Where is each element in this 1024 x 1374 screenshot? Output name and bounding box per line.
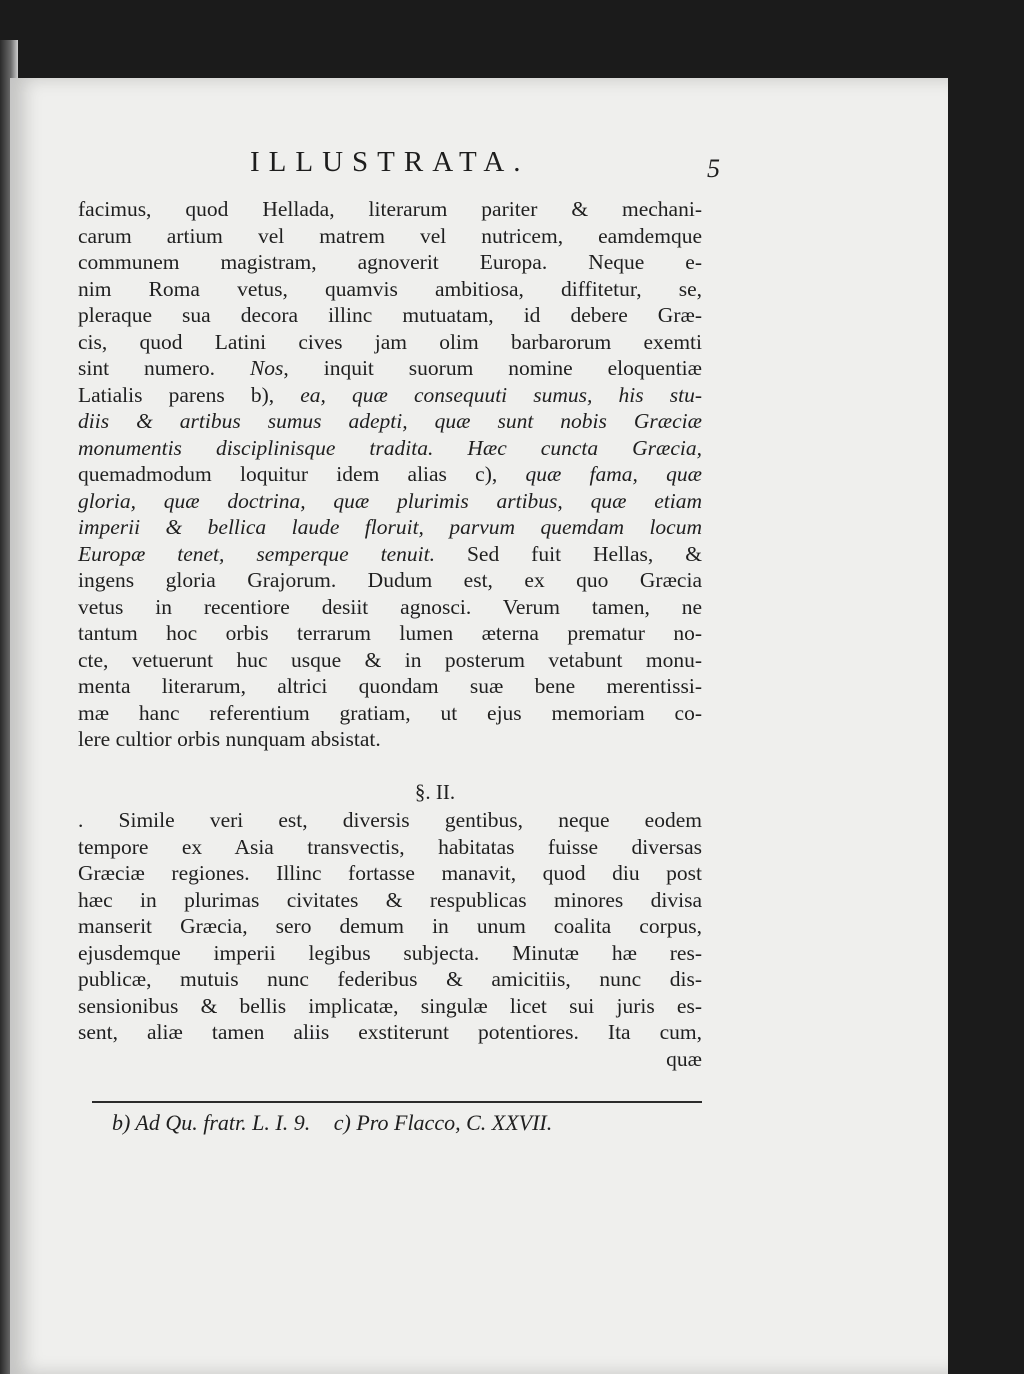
running-header — [250, 146, 720, 186]
text-line — [78, 700, 702, 727]
text-line — [78, 276, 702, 303]
page-body — [78, 196, 702, 1072]
page-number: 5 — [707, 154, 720, 183]
text-line — [78, 620, 702, 647]
text-line — [78, 673, 702, 700]
text-segment: , inquit suorum nomine eloquentiæ — [283, 356, 702, 380]
text-segment: carum artium vel matrem vel nutricem, eamdemque — [78, 223, 702, 248]
text-segment: communem magistram, agnoverit Europa. Neque e- — [78, 250, 702, 274]
text-segment: quæ — [666, 1046, 702, 1071]
text-segment: sint numero. — [78, 356, 250, 380]
text-line — [78, 435, 702, 462]
text-segment: menta literarum, altrici quondam suæ bene merentissi- — [78, 674, 702, 698]
text-segment: Sed fuit Hellas, & — [435, 541, 702, 566]
text-line — [78, 329, 702, 356]
text-segment: pleraque sua decora illinc mutuatam, id debere Græ- — [78, 303, 702, 327]
footnote-b: b) Ad Qu. fratr. L. I. 9. — [112, 1110, 311, 1135]
italic-text: gloria, quæ doctrina, quæ plurimis artibus, quæ etiam — [78, 488, 702, 513]
footnote-c: c) Pro Flacco, C. XXVII. — [333, 1110, 553, 1135]
paragraph-2 — [78, 807, 702, 1072]
italic-text: quæ fama, quæ — [525, 462, 702, 486]
section-heading: §. II. — [414, 779, 456, 804]
text-line — [78, 887, 702, 914]
text-segment: ejusdemque imperii legibus subjecta. Minutæ hæ res- — [78, 940, 702, 965]
text-segment: nim Roma vetus, quamvis ambitiosa, diffitetur, se, — [78, 276, 702, 301]
text-segment: . Simile veri est, diversis gentibus, neque eodem — [78, 808, 702, 832]
text-segment: vetus in recentiore desiit agnosci. Verum tamen, ne — [78, 594, 702, 619]
text-segment: lere cultior orbis nunquam absistat. — [78, 727, 381, 751]
paragraph-1 — [78, 196, 702, 753]
text-segment: tantum hoc orbis terrarum lumen æterna prematur no- — [78, 621, 702, 645]
text-segment: facimus, quod Hellada, literarum pariter & mechani- — [78, 197, 702, 221]
text-line — [78, 382, 702, 409]
text-segment: cte, vetuerunt huc usque & in posterum vetabunt monu- — [78, 647, 702, 672]
italic-text: monumentis disciplinisque tradita. Hæc cuncta Græcia, — [78, 435, 702, 460]
footnote-rule — [92, 1101, 702, 1103]
text-line — [78, 913, 702, 940]
text-segment: quemadmodum loquitur idem alias c), — [78, 462, 526, 486]
text-line — [78, 940, 702, 967]
text-segment: sent, aliæ tamen aliis exstiterunt potentiores. Ita cum, — [78, 1020, 702, 1044]
text-line — [78, 567, 702, 594]
text-line — [78, 355, 702, 382]
text-line — [78, 302, 702, 329]
running-title: ILLUSTRATA. — [250, 146, 530, 178]
footnotes — [112, 1110, 712, 1136]
text-line — [78, 196, 702, 223]
italic-text: diis & artibus sumus adepti, quæ sunt nobis Græciæ — [78, 409, 702, 433]
text-segment: sensionibus & bellis implicatæ, singulæ licet sui juris es- — [78, 993, 702, 1018]
text-line — [78, 488, 702, 515]
text-line — [78, 1046, 702, 1073]
text-line — [78, 514, 702, 541]
text-line — [78, 1019, 702, 1046]
text-line — [78, 807, 702, 834]
italic-text: Europæ tenet, semperque tenuit. — [78, 541, 436, 566]
text-line — [78, 594, 702, 621]
italic-text: imperii & bellica laude floruit, parvum quemdam locum — [78, 515, 702, 539]
text-line — [78, 993, 702, 1020]
text-segment: mæ hanc referentium gratiam, ut ejus memoriam co- — [78, 700, 702, 725]
text-line — [78, 408, 702, 435]
text-line — [78, 461, 702, 488]
text-segment: manserit Græcia, sero demum in unum coalita corpus, — [78, 914, 702, 938]
text-segment: tempore ex Asia transvectis, habitatas fuisse diversas — [78, 834, 702, 859]
text-line — [78, 541, 702, 568]
italic-text: ea, quæ consequuti sumus, his stu- — [300, 382, 702, 407]
text-segment: ingens gloria Grajorum. Dudum est, ex quo Græcia — [78, 568, 702, 592]
text-line — [78, 966, 702, 993]
italic-text: Nos — [249, 356, 284, 380]
text-line — [78, 249, 702, 276]
text-line — [78, 834, 702, 861]
text-line — [78, 647, 702, 674]
text-segment: publicæ, mutuis nunc federibus & amicitiis, nunc dis- — [78, 967, 702, 991]
text-segment: Latialis parens b), — [78, 382, 301, 407]
text-line — [78, 223, 702, 250]
text-line — [78, 726, 702, 753]
text-segment: cis, quod Latini cives jam olim barbarorum exemti — [78, 329, 702, 354]
text-segment: hæc in plurimas civitates & respublicas minores divisa — [78, 887, 702, 912]
text-line — [78, 860, 702, 887]
text-segment: Græciæ regiones. Illinc fortasse manavit, quod diu post — [78, 861, 702, 885]
